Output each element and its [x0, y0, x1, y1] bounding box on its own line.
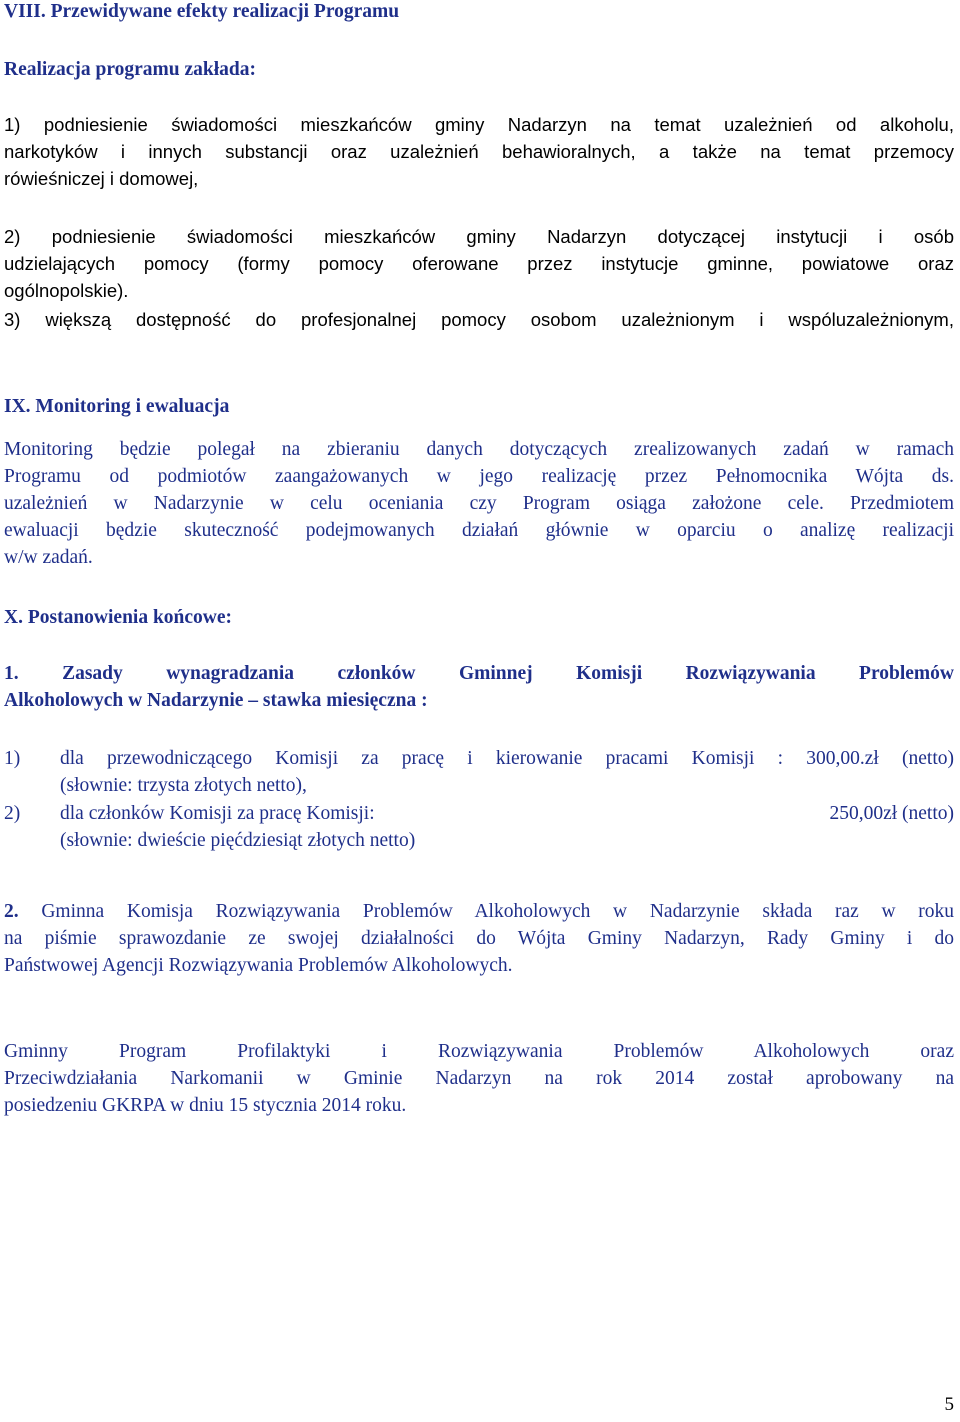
commission-report-line-1: 2. Gminna Komisja Rozwiązywania Problemów Alkoholowych w Nadarzynie składa raz w roku: [4, 901, 954, 922]
section-9-line-4: ewaluacji będzie skuteczność podejmowanych działań głównie w oparciu o analizę realizacji: [4, 520, 954, 541]
effect-item-1: [4, 111, 954, 192]
section-9-paragraph: [4, 436, 954, 571]
closing-line-2: Przeciwdziałania Narkomanii w Gminie Nadarzyn na rok 2014 został aprobowany na: [4, 1068, 954, 1089]
effect-item-2-line-2: udzielających pomocy (formy pomocy oferowane przez instytucje gminne, powiatowe oraz: [4, 253, 954, 274]
closing-paragraph: [4, 1038, 954, 1119]
section-9-line-1: Monitoring będzie polegał na zbieraniu danych dotyczących zrealizowanych zadań w ramach: [4, 439, 954, 460]
effect-item-3: [4, 306, 954, 333]
remuneration-heading-line-1: 1. Zasady wynagradzania członków Gminnej Komisji Rozwiązywania Problemów: [4, 663, 954, 684]
commission-report-line-2: na piśmie sprawozdanie ze swojej działalności do Wójta Gminy Nadarzyn, Rady Gminy i do: [4, 928, 954, 949]
effect-item-1-line-1: 1) podniesienie świadomości mieszkańców gminy Nadarzyn na temat uzależnień od alkoholu,: [4, 114, 954, 135]
remuneration-item-2-number: 2): [4, 803, 21, 824]
commission-report-paragraph: [4, 898, 954, 979]
remuneration-item-2-line-1: [60, 800, 954, 827]
remuneration-item-2-amount: 250,00zł (netto): [829, 803, 954, 824]
section-8-heading: VIII. Przewidywane efekty realizacji Programu: [4, 1, 400, 22]
section-10-heading: X. Postanowienia końcowe:: [4, 607, 233, 628]
effect-item-3-line-1: 3) większą dostępność do profesjonalnej pomocy osobom uzależnionym i wspóluzależnionym,: [4, 309, 954, 330]
remuneration-item-1-number: 1): [4, 748, 21, 769]
remuneration-item-1-line-1: dla przewodniczącego Komisji za pracę i kierowanie pracami Komisji : 300,00.zł (netto): [60, 748, 954, 769]
remuneration-item-2-label: dla członków Komisji za pracę Komisji:: [60, 803, 375, 824]
section-8-subheading: Realizacja programu zakłada:: [4, 59, 257, 80]
page-number: 5: [944, 1394, 954, 1415]
section-9-heading: IX. Monitoring i ewaluacja: [4, 396, 230, 417]
effect-item-2: [4, 223, 954, 304]
remuneration-heading: [4, 660, 954, 714]
effect-item-1-line-2: narkotyków i innych substancji oraz uzależnień behawioralnych, a także na temat przemocy: [4, 141, 954, 162]
closing-line-3: posiedzeniu GKRPA w dniu 15 stycznia 2014 roku.: [4, 1095, 407, 1116]
section-9-line-2: Programu od podmiotów zaangażowanych w jego realizację przez Pełnomocnika Wójta ds.: [4, 466, 954, 487]
effect-item-1-line-3: rówieśniczej i domowej,: [4, 168, 199, 189]
remuneration-item-2-line-2: (słownie: dwieście pięćdziesiąt złotych netto): [60, 830, 416, 851]
commission-report-line-3: Państwowej Agencji Rozwiązywania Problemów Alkoholowych.: [4, 955, 513, 976]
section-9-line-5: w/w zadań.: [4, 547, 93, 568]
closing-line-1: Gminny Program Profilaktyki i Rozwiązywania Problemów Alkoholowych oraz: [4, 1041, 954, 1062]
commission-report-number: 2.: [4, 901, 19, 922]
remuneration-item-1-line-2: (słownie: trzysta złotych netto),: [60, 775, 307, 796]
effect-item-2-line-1: 2) podniesienie świadomości mieszkańców gminy Nadarzyn dotyczącej instytucji i osób: [4, 226, 954, 247]
effect-item-2-line-3: ogólnopolskie).: [4, 280, 129, 301]
section-9-line-3: uzależnień w Nadarzynie w celu oceniania czy Program osiąga założone cele. Przedmiotem: [4, 493, 954, 514]
remuneration-heading-line-2: Alkoholowych w Nadarzynie – stawka miesięczna :: [4, 690, 428, 711]
